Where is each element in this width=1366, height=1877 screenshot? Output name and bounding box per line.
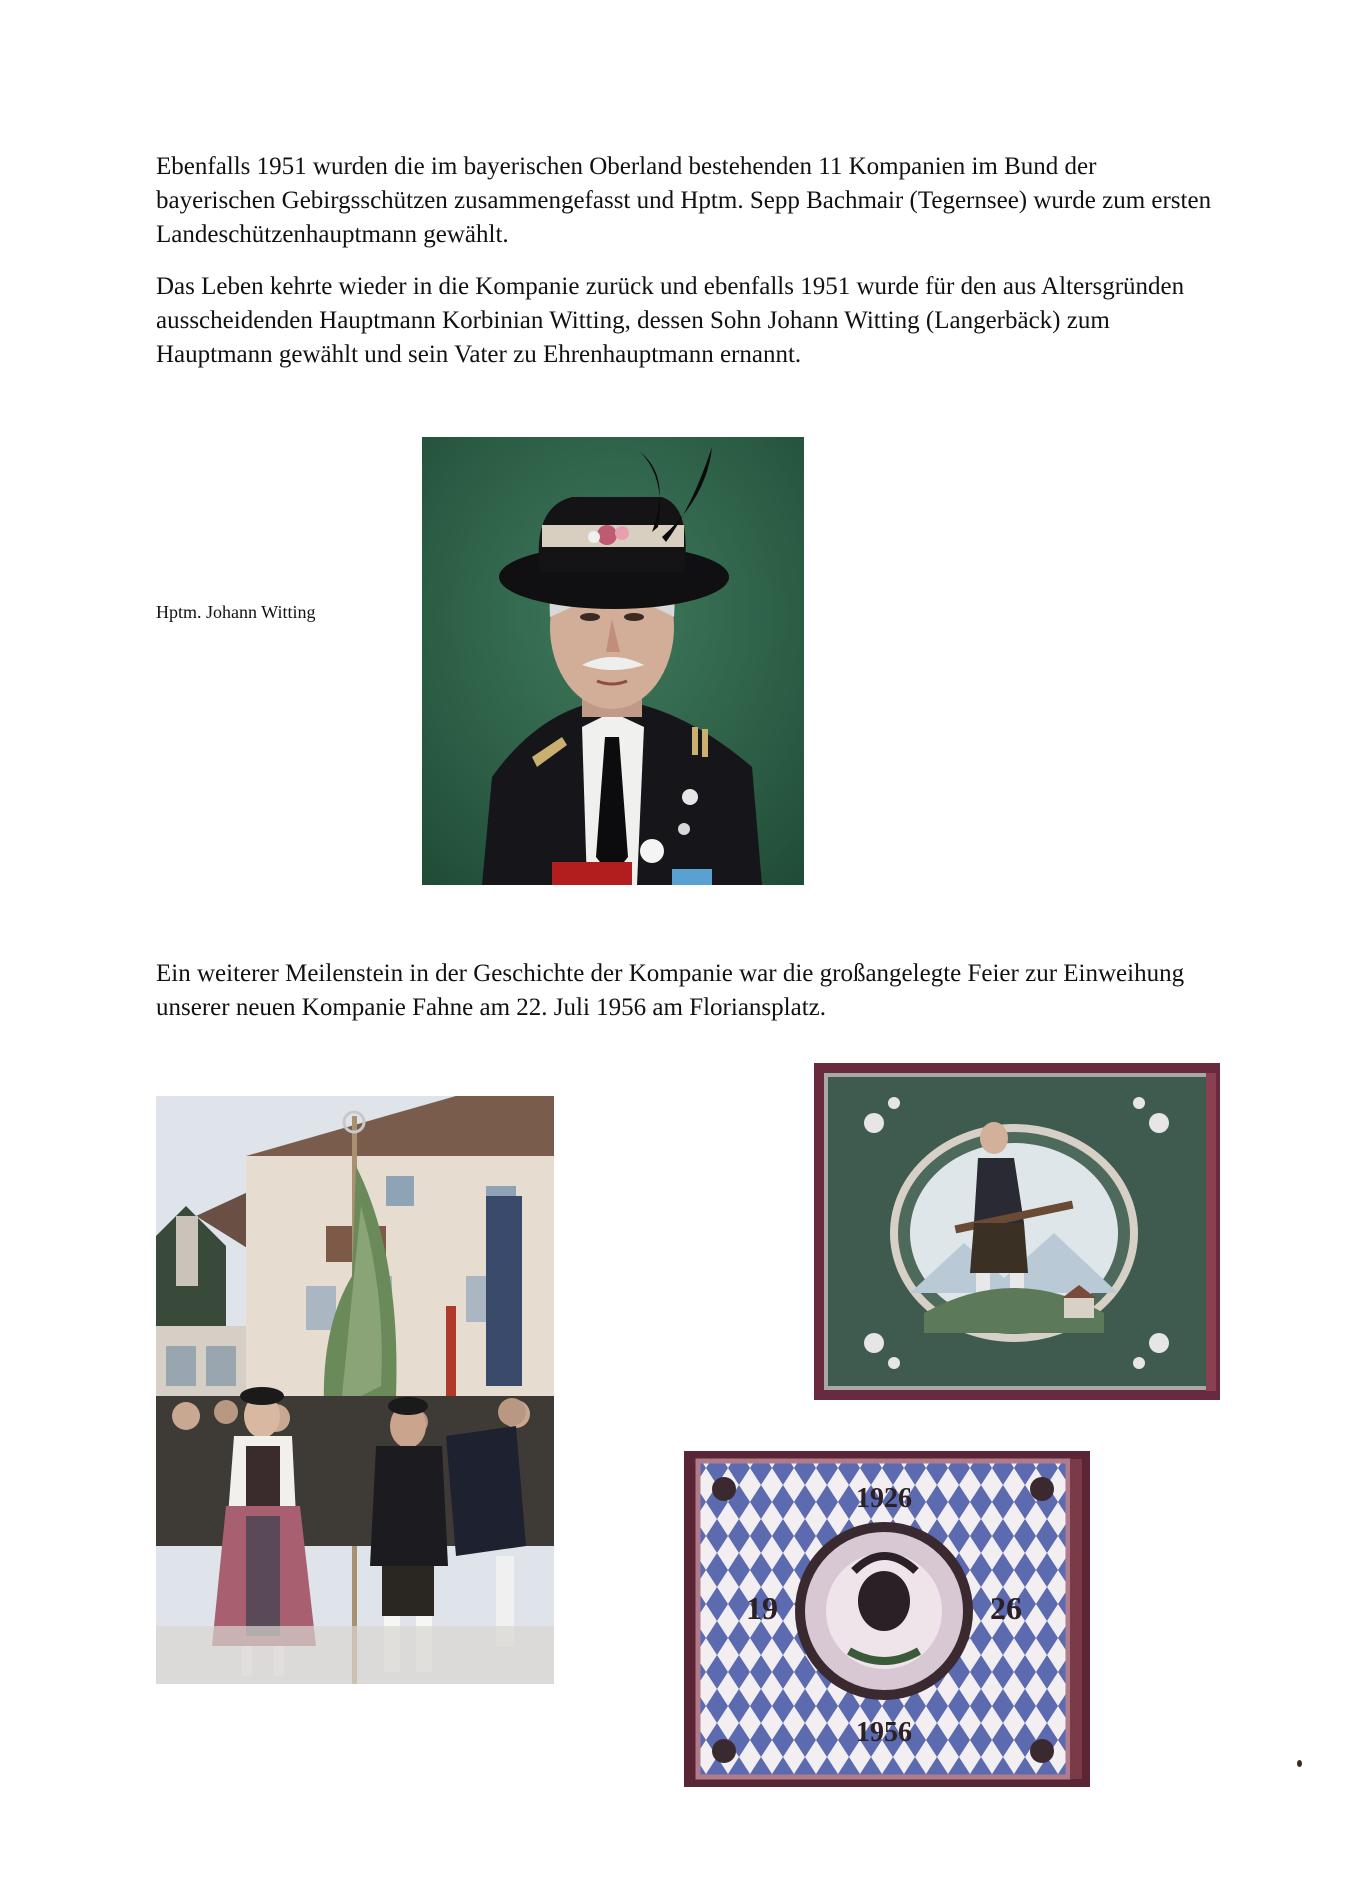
flag-year-right: 26 xyxy=(990,1590,1022,1626)
festival-photo xyxy=(156,1096,554,1684)
portrait-caption: Hptm. Johann Witting xyxy=(156,602,316,622)
scan-speck xyxy=(1297,1760,1302,1767)
flag-year-bottom: 1956 xyxy=(856,1717,912,1748)
flag-year-top: 1926 xyxy=(856,1483,912,1514)
paragraph-fahnenweihe: Ein weiterer Meilenstein in der Geschichte der Kompanie war die großangelegte Feier zur Einweihung unserer neuen Kompanie Fahne am 22. Juli 1956 am Floriansplatz. xyxy=(156,960,1185,1021)
paragraph-hauptmann-wahl: Das Leben kehrte wieder in die Kompanie zurück und ebenfalls 1951 wurde für den aus Altersgründen ausscheidenden Hauptmann Korbinian Witting, dessen Sohn Johann Witting (Langerbäck) zum Hauptmann gewählt und sein Vater zu Ehrenhauptmann ernannt. xyxy=(156,273,1185,368)
flag-front-photo xyxy=(814,1063,1220,1400)
flag-year-left: 19 xyxy=(746,1590,778,1626)
paragraph-bund-gebirgsschuetzen: Ebenfalls 1951 wurden die im bayerischen Oberland bestehenden 11 Kompanien im Bund der bayerischen Gebirgsschützen zusammengefasst und Hptm. Sepp Bachmair (Tegernsee) wurde zum ersten Landeschützenhauptmann gewählt. xyxy=(156,153,1212,248)
flag-back-photo xyxy=(684,1451,1090,1787)
portrait-photo xyxy=(422,437,804,885)
